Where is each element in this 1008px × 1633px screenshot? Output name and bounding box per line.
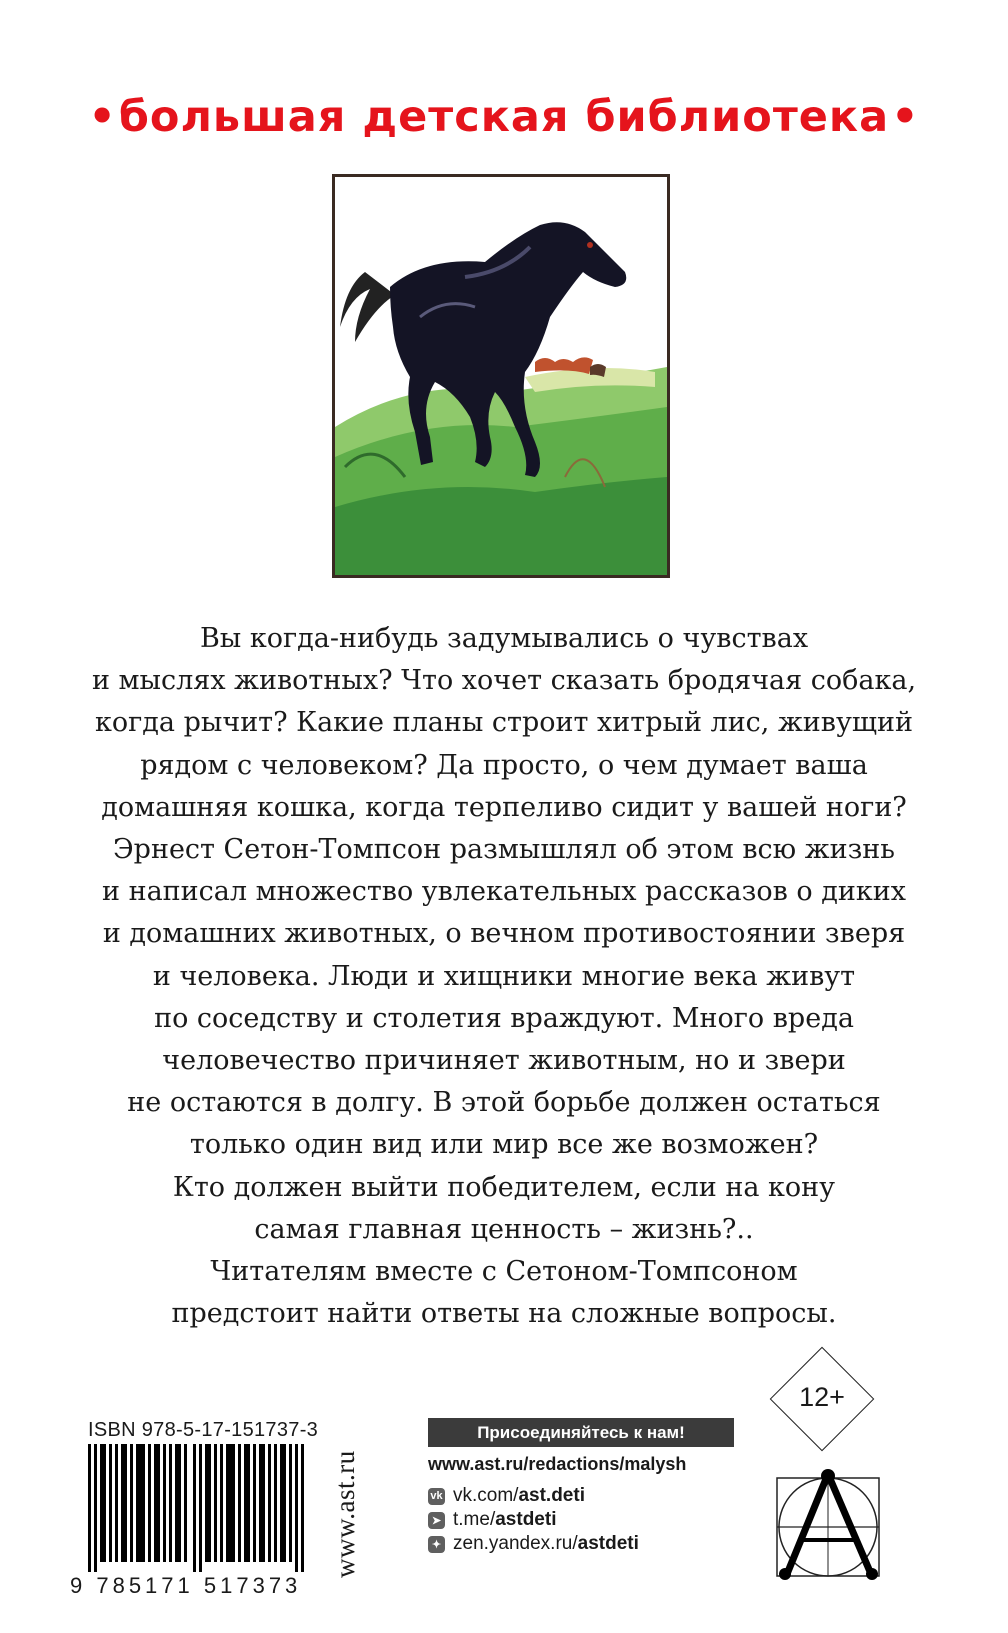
isbn-label: ISBN 978-5-17-151737-3 <box>88 1419 319 1441</box>
description-line: и человека. Люди и хищники многие века живут <box>152 960 856 992</box>
description-line: когда рычит? Какие планы строит хитрый лис, живущий <box>94 707 913 739</box>
vk-handle: ast.deti <box>518 1485 585 1506</box>
barcode-icon <box>88 1444 310 1572</box>
zen-icon: ✦ <box>428 1536 445 1553</box>
description-line: самая главная ценность – жизнь?.. <box>254 1213 754 1245</box>
telegram-icon: ➤ <box>428 1512 445 1529</box>
black-horse-illustration-icon <box>335 177 667 575</box>
description-line: Вы когда-нибудь задумывались о чувствах <box>199 623 809 654</box>
ast-logo-icon <box>775 1468 885 1580</box>
zen-prefix: zen.yandex.ru/ <box>453 1533 578 1554</box>
description-line: Эрнест Сетон-Томпсон размышлял об этом всю жизнь <box>113 834 895 866</box>
vk-link[interactable] <box>428 1485 585 1507</box>
description-line: только один вид или мир все же возможен? <box>189 1129 819 1161</box>
zen-link[interactable] <box>428 1533 639 1555</box>
description-line: человечество причиняет животным, но и звери <box>162 1045 846 1077</box>
description-line: Кто должен выйти победителем, если на кону <box>172 1171 836 1203</box>
description-line: и домашних животных, о вечном противостоянии зверя <box>102 918 906 950</box>
telegram-prefix: t.me/ <box>453 1509 496 1530</box>
description-line: Читателям вместе с Сетоном-Томпсоном <box>210 1256 798 1288</box>
description-line: не остаются в долгу. В этой борьбе должен остаться <box>127 1087 881 1119</box>
description-line: предстоит найти ответы на сложные вопросы. <box>171 1298 837 1330</box>
series-title-text: большая детская библиотека <box>118 92 890 142</box>
join-us-banner: Присоединяйтесь к нам! <box>428 1418 734 1447</box>
barcode-digits: 9 785171 517373 <box>70 1573 302 1598</box>
description-line: домашняя кошка, когда терпеливо сидит у вашей ноги? <box>101 791 907 823</box>
description-line: по соседству и столетия враждуют. Много вреда <box>154 1002 854 1034</box>
telegram-handle: astdeti <box>495 1509 557 1530</box>
publisher-url[interactable]: www.ast.ru/redactions/malysh <box>428 1454 687 1474</box>
cover-illustration <box>332 174 670 578</box>
series-right-dot: • <box>891 92 920 142</box>
website-vertical: www.ast.ru <box>330 1450 360 1578</box>
vk-icon: vk <box>428 1488 445 1505</box>
series-left-dot: • <box>88 92 117 142</box>
zen-handle: astdeti <box>577 1533 639 1554</box>
age-rating: 12+ <box>799 1382 845 1412</box>
description-line: рядом с человеком? Да просто, о чем думает ваша <box>140 749 868 781</box>
description-line: и написал множество увлекательных рассказов о диких <box>102 876 906 908</box>
book-description <box>60 618 948 1335</box>
telegram-link[interactable] <box>428 1509 556 1531</box>
vk-prefix: vk.com/ <box>453 1485 519 1506</box>
series-title <box>0 92 1008 142</box>
description-line: и мыслях животных? Что хочет сказать бродячая собака, <box>91 665 917 697</box>
